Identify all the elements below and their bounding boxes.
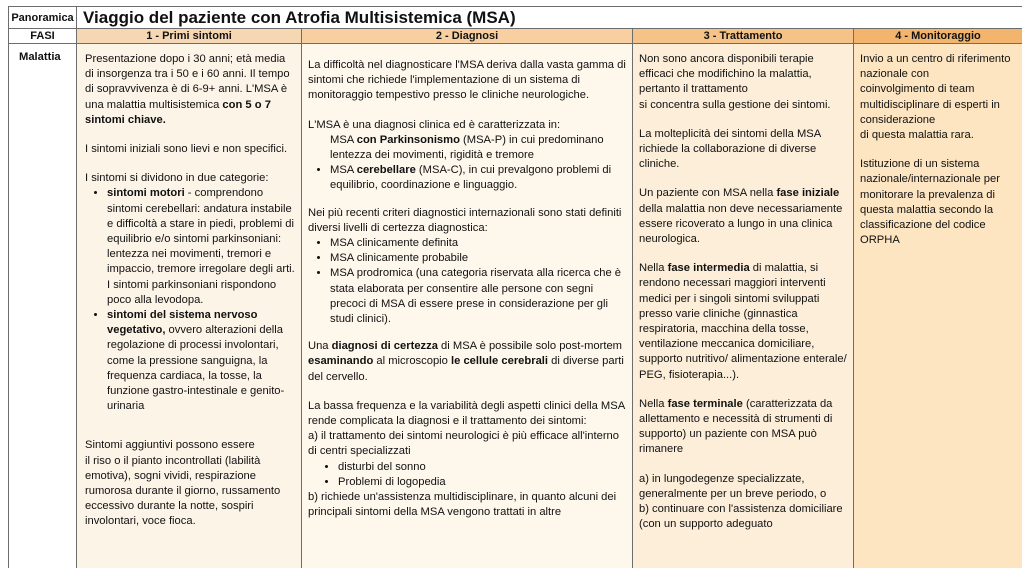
registry-text: Istituzione di un sistema nazionale/internazionale per monitorare la prevalenza di questa malattia secondo la classificazione del codice ORPHA [860, 158, 1000, 247]
patient-journey-table-wrapper [8, 6, 1022, 568]
disease-row [9, 44, 1023, 569]
msa-p-item: MSA con Parkinsonismo (MSA-P) in cui predominano lentezza dei movimenti, rigidità e tremore [330, 133, 604, 162]
long-term-care-text: a) in lungodegenze specializzate, generalmente per un breve periodo, o [639, 472, 827, 500]
list-item: • MSA cerebellare (MSA-C), in cui prevalgono problemi di equilibrio, coordinazione e linguaggio. [330, 163, 626, 193]
terminal-phase-text: Nella fase terminale (caratterizzata da allettamento e necessità di strumenti di supporto) un paziente con MSA può rimanere [639, 397, 833, 456]
title-row [9, 7, 1023, 29]
initial-symptoms-text: I sintomi iniziali sono lievi e non specifici. [85, 143, 288, 156]
msa-types-list [308, 163, 626, 193]
patient-journey-table [8, 6, 1022, 568]
page-title: Viaggio del paziente con Atrofia Multisistemica (MSA) [77, 7, 1023, 29]
multidisciplinary-text: b) richiede un'assistenza multidisciplinare, in quanto alcuni dei principali sintomi della MSA vengono trattati in altre [308, 491, 617, 519]
initial-phase-text: Un paziente con MSA nella fase iniziale della malattia non deve necessariamente essere ricoverato a lungo in una clinica neurologica. [639, 187, 843, 246]
list-item: • sintomi motori - comprendono sintomi cerebellari: andatura instabile e difficoltà a stare in piedi, problemi di equilibrio e/o sintomi parkinsoniani: lentezza nei movimenti, tremori e impaccio, tremore irregolare degli arti. I sintomi parkinsoniani rispondono poco alla levodopa. [107, 186, 295, 308]
no-therapy-text: Non sono ancora disponibili terapie efficaci che modifichino la malattia, pertanto il trattamento si concentra sulla gestione dei sintomi. [639, 53, 831, 111]
specialized-centers-text: a) il trattamento dei sintomi neurologici è più efficace all'interno di centri specializzati [308, 430, 619, 458]
list-item: • MSA prodromica (una categoria riservata alla ricerca che è stata elaborata per consentire alle persone con segni precoci di MSA di essere prese in considerazione per gli studi clinici). [330, 266, 626, 327]
diagnosis-difficulty-text: La difficoltà nel diagnosticare l'MSA deriva dalla vasta gamma di sintomi che richiede l'implementazione di un sistema di monitoraggio tempestivo presso le cliniche neurologiche. [308, 59, 626, 102]
clinical-diagnosis-intro: L'MSA è una diagnosi clinica ed è caratterizzata in: [308, 118, 561, 131]
list-item: • sintomi del sistema nervoso vegetativo, ovvero alterazioni della regolazione di processi involontari, come la pressione sanguigna, la frequenza cardiaca, la tosse, la funzione gastro-intestinale e genito-urinaria [107, 308, 295, 414]
monitoring-cell [854, 44, 1023, 569]
low-frequency-text: La bassa frequenza e la variabilità degli aspetti clinici della MSA rende complicata la diagnosi e il trattamento dei sintomi: [308, 399, 625, 428]
home-care-text: b) continuare con l'assistenza domiciliare (con un supporto adeguato [639, 503, 843, 531]
phase-header-4: 4 - Monitoraggio [854, 29, 1023, 44]
collaboration-text: La molteplicità dei sintomi della MSA richiede la collaborazione di diverse cliniche. [639, 127, 821, 171]
phases-label: FASI [9, 29, 77, 44]
diagnosis-cell [302, 44, 633, 569]
list-item: • disturbi del sonno [338, 460, 626, 475]
intermediate-phase-text: Nella fase intermedia di malattia, si rendono necessari maggiori interventi medici per i singoli sintomi sviluppati presso varie cliniche (ginnastica respiratoria, macchina della tosse, ventilazione meccanica domiciliare, supporto nutritivo/ alimentazione enterale/ PEG, fisioterapia...). [639, 262, 847, 381]
referral-text: Invio a un centro di riferimento nazionale con coinvolgimento di team multidisciplinare di esperti in considerazione di questa malattia rara. [860, 53, 1011, 142]
symptom-categories-list [85, 186, 295, 414]
list-item: • Problemi di logopedia [338, 475, 626, 490]
list-item: • MSA clinicamente definita [330, 236, 626, 251]
specialized-issues-list [308, 460, 626, 490]
phase-header-3: 3 - Trattamento [633, 29, 854, 44]
onset-paragraph: Presentazione dopo i 30 anni; età media di insorgenza tra i 50 e i 60 anni. Il tempo di sopravvivenza è di 6-9+ anni. L'MSA è una malattia multisistemica con 5 o 7 sintomi chiave. [85, 53, 290, 126]
phase-header-1: 1 - Primi sintomi [77, 29, 302, 44]
treatment-cell [633, 44, 854, 569]
panel-label: Panoramica [9, 7, 77, 29]
phases-header-row [9, 29, 1023, 44]
list-item: • MSA clinicamente probabile [330, 251, 626, 266]
categories-intro: I sintomi si dividono in due categorie: [85, 172, 269, 185]
first-symptoms-cell [77, 44, 302, 569]
row-label: Malattia [9, 44, 77, 569]
certainty-levels-list [308, 236, 626, 327]
certain-diagnosis-text: Una diagnosi di certezza di MSA è possibile solo post-mortem esaminando al microscopio le cellule cerebrali di diverse parti del cervello. [308, 340, 624, 383]
phase-header-2: 2 - Diagnosi [302, 29, 633, 44]
additional-symptoms-intro: Sintomi aggiuntivi possono essere [85, 439, 255, 452]
additional-symptoms-text: il riso o il pianto incontrollati (labilità emotiva), sogni vividi, respirazione rumorosa durante il giorno, russamento eccessivo durante la notte, sospiri involontari, voce fioca. [85, 454, 281, 528]
criteria-intro: Nei più recenti criteri diagnostici internazionali sono stati definiti diversi livelli di certezza diagnostica: [308, 206, 622, 234]
